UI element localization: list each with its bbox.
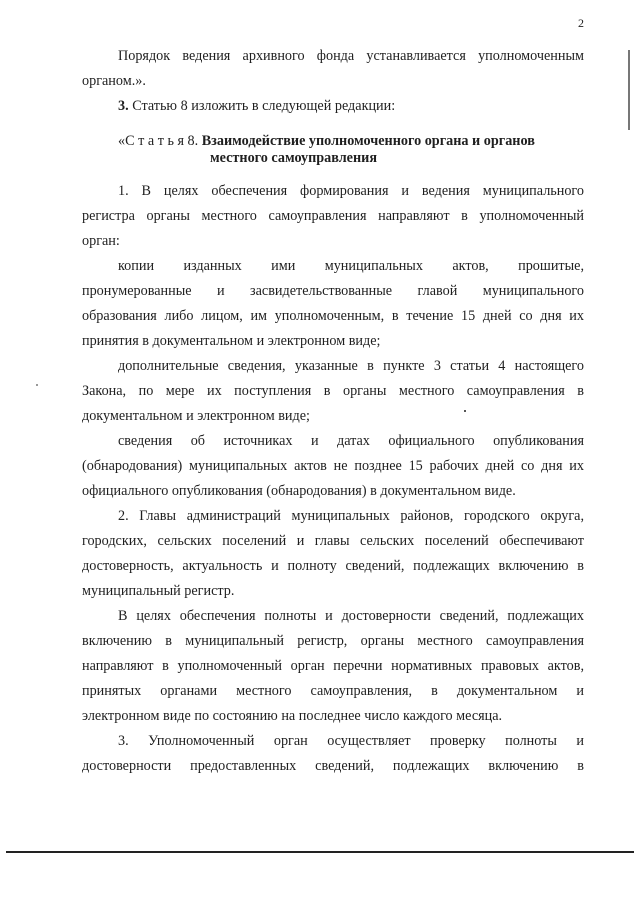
text-line: дополнительные сведения, указанные в пункте 3 статьи 4 настоящего: [118, 358, 584, 374]
text-line: 1. В целях обеспечения формирования и ведения муниципального: [118, 183, 584, 199]
text-line: принятия в документальном и электронном виде;: [82, 333, 381, 349]
text-line: В целях обеспечения полноты и достоверности сведений, подлежащих: [118, 608, 584, 624]
scan-right-edge-mark: [628, 50, 630, 130]
item-number: 3.: [118, 98, 129, 114]
text-line: принятых органами местного самоуправления, в документальном и: [82, 683, 584, 699]
article-prefix: «С т а т ь я 8.: [118, 133, 199, 149]
item-text: Статью 8 изложить в следующей редакции:: [128, 98, 396, 114]
text-line: органом.».: [82, 73, 146, 89]
text-line: копии изданных ими муниципальных актов, прошитые,: [118, 258, 584, 274]
article-title: Взаимодействие уполномоченного органа и органов: [198, 133, 535, 149]
scan-speck: [36, 384, 38, 386]
text-line: документальном и электронном виде;: [82, 408, 310, 424]
article-heading: [118, 132, 535, 150]
text-line: направляют в уполномоченный орган перечни нормативных правовых актов,: [82, 658, 584, 674]
page-number: 2: [578, 16, 584, 30]
text-line: образования либо лицом, им уполномоченным, в течение 15 дней со дня их: [82, 308, 584, 324]
text-line: Порядок ведения архивного фонда устанавливается уполномоченным: [118, 48, 584, 64]
article-title-cont: местного самоуправления: [210, 150, 378, 166]
text-line: 2. Главы администраций муниципальных районов, городского округа,: [118, 508, 584, 524]
scan-bottom-rule: [6, 851, 634, 853]
text-line: электронном виде по состоянию на последнее число каждого месяца.: [82, 708, 503, 724]
text-line: регистра органы местного самоуправления направляют в уполномоченный: [82, 208, 584, 224]
text-line: орган:: [82, 233, 120, 249]
text-line: пронумерованные и засвидетельствованные главой муниципального: [82, 283, 584, 299]
text-line: муниципальный регистр.: [82, 583, 235, 599]
scan-speck: [464, 410, 466, 412]
text-line: достоверности предоставленных сведений, подлежащих включению в: [82, 758, 584, 774]
text-line: 3. Уполномоченный орган осуществляет проверку полноты и: [118, 733, 584, 749]
text-line: [118, 97, 620, 115]
text-line: (обнародования) муниципальных актов не позднее 15 рабочих дней со дня их: [82, 458, 584, 474]
text-line: Закона, по мере их поступления в органы местного самоуправления в: [82, 383, 584, 399]
text-line: сведения об источниках и датах официального опубликования: [118, 433, 584, 449]
text-line: городских, сельских поселений и главы сельских поселений обеспечивают: [82, 533, 584, 549]
text-line: достоверность, актуальность и полноту сведений, подлежащих включению в: [82, 558, 584, 574]
text-line: включению в муниципальный регистр, органы местного самоуправления: [82, 633, 584, 649]
text-line: официального опубликования (обнародования) в документальном виде.: [82, 483, 516, 499]
